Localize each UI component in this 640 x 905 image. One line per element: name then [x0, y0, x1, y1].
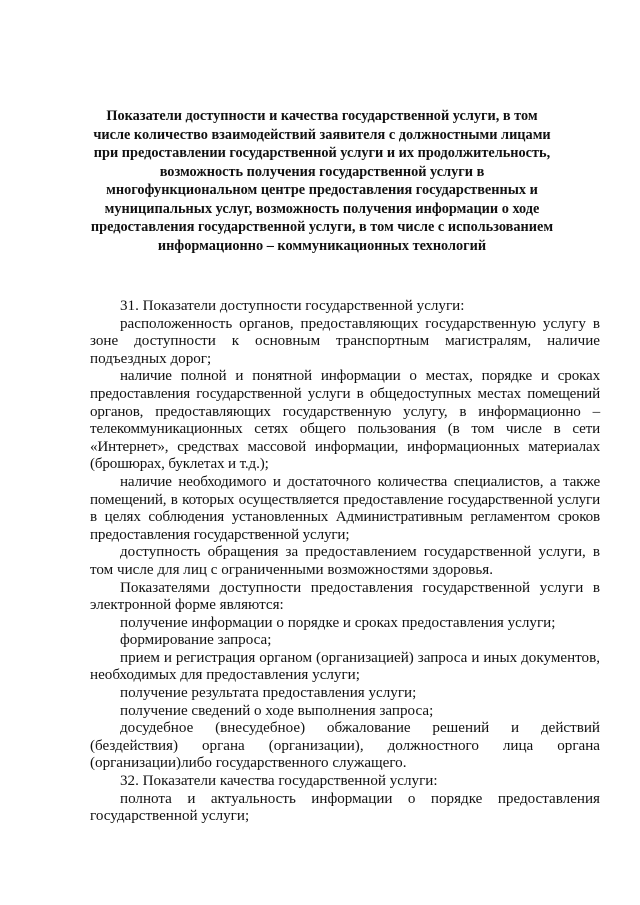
heading-line: при предоставлении государственной услуги и их продолжительность, — [93, 145, 551, 161]
heading-line: информационно – коммуникационных технологий — [157, 237, 487, 254]
heading-line: Показатели доступности и качества государственной услуги, в том — [106, 108, 538, 124]
paragraph: полнота и актуальность информации о порядке предоставления государственной услуги; — [90, 790, 600, 825]
heading-line: числе количество взаимодействий заявителя с должностными лицами — [93, 126, 551, 143]
paragraph: доступность обращения за предоставлением государственной услуги, в том числе для лиц с ограниченными возможностями здоровья. — [90, 544, 600, 578]
paragraph: расположенность органов, предоставляющих государственную услугу в зоне доступности к основным транспортным магистралям, наличие подъездных дорог; — [90, 315, 600, 367]
paragraph: наличие полной и понятной информации о местах, порядке и сроках предоставления государственной услуги в общедоступных местах помещений органов, предоставляющих государственную услугу, в информационно – телекоммуникационных сетях общего пользования (в том числе в сети «Интернет», средствах массовой информации, информационных материалах (брошюрах, буклетах и т.д.); — [90, 368, 600, 473]
heading-line: многофункциональном центре предоставления государственных и — [106, 182, 538, 198]
heading-line: муниципальных услуг, возможность получения информации о ходе — [104, 200, 540, 217]
paragraph: прием и регистрация органом (организацией) запроса и иных документов, необходимых для предоставления услуги; — [90, 649, 600, 684]
paragraph-32-title: 32. Показатели качества государственной услуги: — [120, 773, 438, 790]
document-body — [90, 298, 600, 826]
paragraph: получение информации о порядке и сроках предоставления услуги; — [120, 614, 556, 631]
paragraph-31-title: 31. Показатели доступности государственной услуги: — [120, 298, 465, 314]
paragraph: получение результата предоставления услуги; — [120, 685, 417, 702]
paragraph: Показателями доступности предоставления государственной услуги в электронной форме являются: — [90, 579, 600, 614]
paragraph: формирование запроса; — [120, 632, 272, 649]
heading-line: предоставления государственной услуги, в том числе с использованием — [90, 219, 554, 235]
section-heading — [88, 107, 556, 255]
paragraph: наличие необходимого и достаточного количества специалистов, а также помещений, в которых осуществляется предоставление государственной услуги в целях соблюдения установленных Административным регламентом сроков предоставления государственной услуги; — [90, 473, 600, 543]
paragraph: досудебное (внесудебное) обжалование решений и действий (бездействия) органа (организации), должностного лица органа (организации)либо государственного служащего. — [90, 720, 600, 772]
heading-line: возможность получения государственной услуги в — [159, 163, 485, 180]
paragraph: получение сведений о ходе выполнения запроса; — [120, 702, 434, 719]
